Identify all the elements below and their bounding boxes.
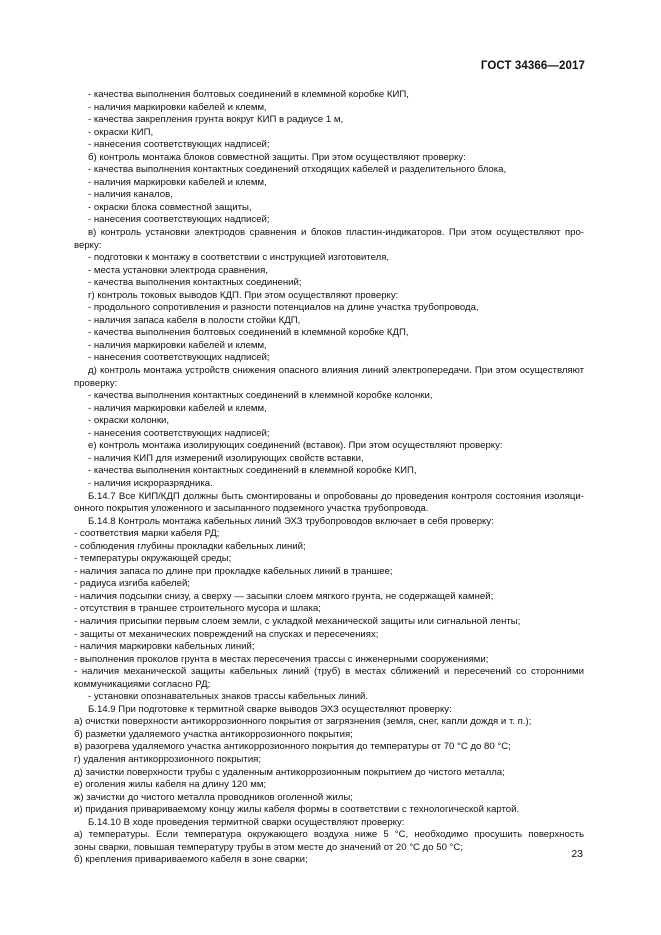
text-line: - выполнения проколов грунта в местах пересечения трассы с инженерными сооружениями; [74,653,489,665]
text-line: онного покрытия уложенного и засыпанного подземного участка трубопровода. [74,503,429,515]
text-line: б) крепления привариваемого кабеля в зоне сварки; [74,854,308,866]
text-line: верку: [74,239,102,251]
text-line: проверку: [74,377,118,389]
text-line: - окраски блока совместной защиты, [88,201,252,213]
text-line: - качества выполнения болтовых соединений в клеммной коробке КДП, [88,327,409,339]
text-line: - радиуса изгиба кабелей; [74,578,190,590]
text-line: - наличия запаса по длине при прокладке кабельных линий в траншее; [74,565,393,577]
text-line: - качества выполнения контактных соединений в клеммной коробке КИП, [88,465,417,477]
page-body-text [74,89,584,867]
text-line: - нанесения соответствующих надписей; [88,214,270,226]
text-line: - продольного сопротивления и разности потенциалов на длине участка трубопровода, [88,302,479,314]
text-line: коммуникациями согласно РД; [74,678,211,690]
text-line: д) контроль монтажа устройств снижения опасного влияния линий электропередачи. При этом осуществляют [88,365,584,377]
text-line: а) температуры. Если температура окружающего воздуха ниже 5 °C, необходимо просушить поверхность [74,829,584,841]
text-line: - отсутствия в траншее строительного мусора и шлака; [74,603,321,615]
text-line: а) очистки поверхности антикоррозионного покрытия от загрязнения (земля, снег, капли дождя и т. п.); [74,716,532,728]
text-line: Б.14.7 Все КИП/КДП должны быть смонтированы и опробованы до проведения контроля состояния изоляци- [88,490,584,502]
text-line: г) удаления антикоррозионного покрытия; [74,753,262,765]
page-number: 23 [571,848,583,860]
text-line: - качества выполнения контактных соединений; [88,277,302,289]
document-id-header: ГОСТ 34366—2017 [480,60,585,72]
text-line: зоны сварки, повышая температуру трубы в этом месте до значений от 20 °C до 50 °C; [74,841,464,853]
text-line: - наличия искроразрядника. [88,477,213,489]
text-line: - установки опознавательных знаков трассы кабельных линий. [88,691,369,703]
text-line: в) разогрева удаляемого участка антикоррозионного покрытия до температуры от 70 °C до 80 °C; [74,741,511,753]
text-line: - наличия запаса кабеля в полости стойки КДП, [88,314,301,326]
text-line: - качества закрепления грунта вокруг КИП в радиусе 1 м, [88,114,344,126]
text-line: - температуры окружающей среды; [74,553,232,565]
text-line: - защиты от механических повреждений на спусках и пересечениях; [74,628,379,640]
text-line: Б.14.8 Контроль монтажа кабельных линий ЭХЗ трубопроводов включает в себя проверку: [88,515,494,527]
text-line: - подготовки к монтажу в соответствии с инструкцией изготовителя, [88,252,390,264]
text-line: б) разметки удаляемого участка антикоррозионного покрытия; [74,728,353,740]
text-line: - наличия маркировки кабельных линий; [74,641,255,653]
text-line: г) контроль токовых выводов КДП. При этом осуществляют проверку: [88,289,399,301]
text-line: - качества выполнения контактных соединений отходящих кабелей и разделительного блока, [88,164,507,176]
text-line: - наличия КИП для измерений изолирующих свойств вставки, [88,452,364,464]
text-line: в) контроль установки электродов сравнения и блоков пластин-индикаторов. При этом осуществляют про- [88,227,584,239]
text-line: - наличия маркировки кабелей и клемм, [88,402,267,414]
text-line: - соответствия марки кабеля РД; [74,528,220,540]
text-line: - наличия присыпки первым слоем земли, с укладкой механической защиты или сигнальной ленты; [74,615,521,627]
text-line: - нанесения соответствующих надписей; [88,352,270,364]
text-line: - наличия каналов, [88,189,173,201]
text-line: - наличия подсыпки снизу, а сверху — засыпки слоем мягкого грунта, не содержащей камней; [74,590,494,602]
text-line: - места установки электрода сравнения, [88,264,269,276]
text-line: е) оголения жилы кабеля на длину 120 мм; [74,779,267,791]
text-line: - окраски КИП, [88,126,154,138]
text-line: д) зачистки поверхности трубы с удаленным антикоррозионным покрытием до чистого металла; [74,766,505,778]
text-line: - наличия маркировки кабелей и клемм, [88,176,267,188]
text-line: ж) зачистки до чистого металла проводников оголенной жилы; [74,791,353,803]
text-line: - качества выполнения контактных соединений в клеммной коробке колонки, [88,390,433,402]
text-line: - качества выполнения болтовых соединений в клеммной коробке КИП, [88,89,409,100]
text-line: - окраски колонки, [88,415,170,427]
text-line: - соблюдения глубины прокладки кабельных линий; [74,540,306,552]
text-line: Б.14.10 В ходе проведения термитной сварки осуществляют проверку: [88,816,405,828]
text-line: е) контроль монтажа изолирующих соединений (вставок). При этом осуществляют проверку: [88,440,503,452]
text-line: - нанесения соответствующих надписей; [88,427,270,439]
text-line: и) придания привариваемому концу жилы кабеля формы в соответствии с технологической картой. [74,804,520,816]
text-line: Б.14.9 При подготовке к термитной сварке выводов ЭХЗ осуществляют проверку: [88,703,452,715]
text-line: - наличия маркировки кабелей и клемм, [88,101,267,113]
text-line: - наличия механической защиты кабельных линий (труб) в местах сближений и пересечений со сторонними [74,666,584,678]
text-line: б) контроль монтажа блоков совместной защиты. При этом осуществляют проверку: [88,151,466,163]
text-line: - нанесения соответствующих надписей; [88,139,270,151]
text-line: - наличия маркировки кабелей и клемм, [88,339,267,351]
